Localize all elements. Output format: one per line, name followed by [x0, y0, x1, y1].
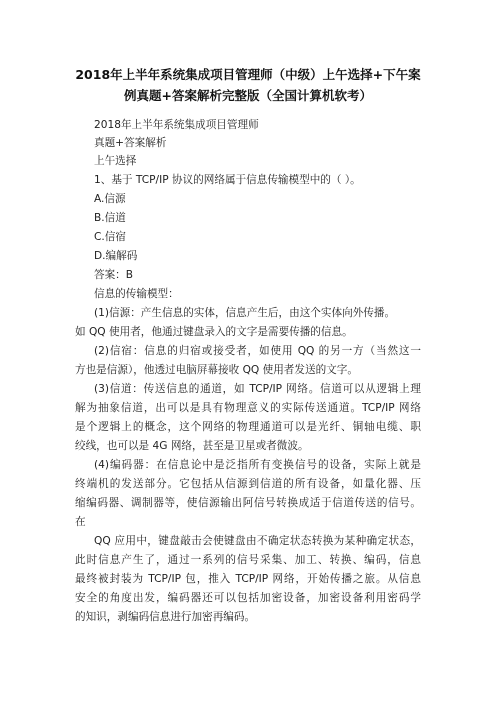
paragraph-3-line-4: 绞线，也可以是 4G 网络，甚至是卫星或者微波。: [75, 440, 309, 452]
question-text: 1、基于 TCP/IP 协议的网络属于信息传输模型中的（ ）。: [94, 174, 361, 186]
paragraph-2-line-1: (2)信宿：信息的归宿或接受者，如使用 QQ 的另一方（当然这一: [94, 345, 421, 357]
option-a: A.信源: [94, 193, 126, 205]
answer-text: 答案：B: [94, 269, 134, 281]
header-line-answers: 真题+答案解析: [94, 137, 167, 149]
option-c: C.信宿: [94, 231, 126, 243]
option-d: D.编解码: [94, 250, 138, 262]
paragraph-4-line-1: (4)编码器：在信息论中是泛指所有变换信号的设备，实际上就是: [94, 459, 421, 471]
paragraph-3-line-2: 解为抽象信道，出可以是具有物理意义的实际传送通道。TCP/IP 网络: [75, 402, 421, 414]
paragraph-1-line-1: (1)信源：产生信息的实体，信息产生后，由这个实体向外传播。: [94, 307, 396, 319]
paragraph-5-line-5: 的知识，剥编码信息进行加密再编码。: [75, 611, 256, 623]
paragraph-3-line-3: 是个逻辑上的概念，这个网络的物理通道可以是光纤、铜轴电缆、职: [75, 421, 421, 433]
document-title-line-1: 2018年上半年系统集成项目管理师（中级）上午选择+下午案: [75, 67, 421, 82]
paragraph-2-line-2: 方也是信源），他透过电脑屏幕接收 QQ 使用者发送的文字。: [75, 364, 358, 376]
header-line-project: 2018年上半年系统集成项目管理师: [94, 119, 259, 131]
paragraph-5-line-1: QQ 应用中，键盘敲击会使键盘由不确定状态转换为某种确定状态，: [94, 535, 421, 547]
option-b: B.信道: [94, 212, 126, 224]
paragraph-5-line-3: 最终被封装为 TCP/IP 包，推入 TCP/IP 网络，开始传播之旅。从信息: [75, 573, 421, 585]
paragraph-4-line-2: 终端机的发送部分。它包括从信源到信道的所有设备，如量化器、压: [75, 478, 421, 490]
header-line-section: 上午选择: [94, 155, 137, 167]
paragraph-1-line-2: 如 QQ 使用者，他通过键盘录入的文字是需要传播的信息。: [75, 326, 353, 338]
document-title-line-2: 例真题+答案解析完整版（全国计算机软考）: [124, 88, 372, 103]
explanation-heading: 信息的传输模型：: [94, 288, 179, 300]
paragraph-3-line-1: (3)信道：传送信息的通道，如 TCP/IP 网络。信道可以从逻辑上理: [94, 383, 421, 395]
paragraph-5-line-2: 此时信息产生了，通过一系列的信号采集、加工、转换、编码，信息: [75, 554, 421, 566]
paragraph-5-line-4: 安全的角度出发，编码器还可以包括加密设备，加密设备利用密码学: [75, 592, 421, 604]
paragraph-4-line-3: 缩编码器、调制器等，使信源输出阿信号转换成适于信道传送的信号。: [75, 497, 421, 509]
paragraph-4-line-4: 在: [75, 516, 86, 528]
